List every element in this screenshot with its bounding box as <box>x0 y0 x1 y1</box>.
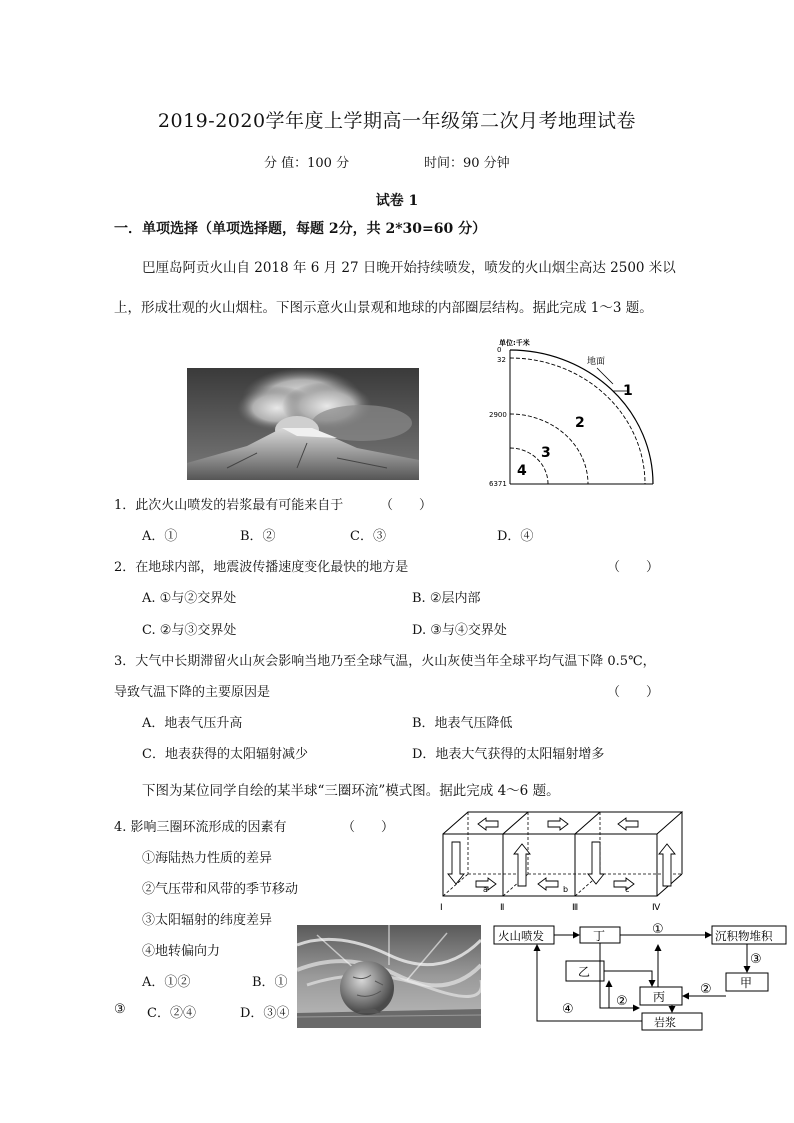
q4-paren: （ ） <box>342 820 395 835</box>
earth-layer-diagram <box>485 336 660 488</box>
q3-stem-1: 3．大气中长期滞留火山灰会影响当地乃至全球气温，火山灰使当年全球平均气温下降 0.5℃， <box>114 654 656 669</box>
q4-option-c: C．②④ <box>147 1006 196 1021</box>
cell-a-label: a <box>483 885 488 894</box>
q4-option-b: B．① <box>252 975 288 990</box>
label-ding: 丁 <box>593 929 606 943</box>
tick-6371: 6371 <box>489 480 507 488</box>
label-magma: 岩浆 <box>654 1016 676 1029</box>
q3-stem-2: 导致气温下降的主要原因是 <box>114 685 271 700</box>
label-volcano: 火山喷发 <box>498 929 544 943</box>
unit-label: 单位:千米 <box>499 339 530 347</box>
q2-option-b: B. ②层内部 <box>412 591 481 606</box>
q4-option-d: D．③④ <box>240 1006 290 1021</box>
q4-item-2: ②气压带和风带的季节移动 <box>142 882 299 897</box>
lat-4: Ⅳ <box>652 903 661 913</box>
num-3: ③ <box>750 952 762 967</box>
page-title: 2019-2020学年度上学期高一年级第二次月考地理试卷 <box>157 110 637 132</box>
rock-cycle-diagram <box>492 921 792 1033</box>
label-bing: 丙 <box>653 990 666 1004</box>
score-info: 分 值：100 分 <box>264 156 350 171</box>
intro-2: 下图为某位同学自绘的某半球“三圈环流”模式图。据此完成 4～6 题。 <box>142 783 560 799</box>
q2-option-d: D. ③与④交界处 <box>412 623 507 638</box>
volcano-photo <box>187 368 419 480</box>
rock-photo <box>297 925 481 1028</box>
q3-option-a: A．地表气压升高 <box>142 716 243 731</box>
q1-stem: 1．此次火山喷发的岩浆最有可能来自于 <box>114 498 344 513</box>
q2-paren: （ ） <box>607 560 660 575</box>
q1-paren: （ ） <box>380 498 433 513</box>
surface-label: 地面 <box>587 357 606 367</box>
label-jia: 甲 <box>740 976 753 990</box>
q3-option-c: C．地表获得的太阳辐射减少 <box>142 747 308 762</box>
layer-4: 4 <box>517 463 527 479</box>
label-sediment: 沉积物堆积 <box>715 929 773 943</box>
q4-item-4: ④地转偏向力 <box>142 944 221 959</box>
tick-32: 32 <box>497 356 506 364</box>
q3-option-d: D．地表大气获得的太阳辐射增多 <box>412 747 605 762</box>
cell-c-label: c <box>625 885 630 894</box>
cell-b-label: b <box>563 885 569 894</box>
q2-option-a: A. ①与②交界处 <box>142 591 237 606</box>
time-info: 时间：90 分钟 <box>424 156 510 171</box>
lat-1: Ⅰ <box>440 903 443 913</box>
q1-option-c: C．③ <box>350 529 386 544</box>
num-2a: ② <box>616 994 628 1009</box>
q4-item-1: ①海陆热力性质的差异 <box>142 851 273 866</box>
num-2b: ② <box>700 982 712 997</box>
q2-stem: 2．在地球内部，地震波传播速度变化最快的地方是 <box>114 560 409 575</box>
layer-2: 2 <box>575 415 585 431</box>
lat-3: Ⅲ <box>572 903 579 913</box>
q2-option-c: C. ②与③交界处 <box>142 623 237 638</box>
q1-option-b: B．② <box>240 529 276 544</box>
lat-2: Ⅱ <box>500 903 505 913</box>
num-4: ④ <box>562 1002 574 1017</box>
q1-option-a: A．① <box>142 529 178 544</box>
q4-option-a: A．①② <box>142 975 191 990</box>
q3-option-b: B．地表气压降低 <box>412 716 513 731</box>
intro-line-1: 巴厘岛阿贡火山自 2018 年 6 月 27 日晚开始持续喷发，喷发的火山烟尘高达 2500 米以 <box>142 260 676 276</box>
q4-item-3: ③太阳辐射的纬度差异 <box>142 913 273 928</box>
q4-stem: 4. 影响三圈环流形成的因素有 <box>114 820 287 835</box>
intro-line-2: 上，形成壮观的火山烟柱。下图示意火山景观和地球的内部圈层结构。据此完成 1～3 题。 <box>114 300 653 316</box>
label-yi: 乙 <box>578 965 591 979</box>
circulation-diagram <box>438 808 683 914</box>
num-1: ① <box>652 922 664 937</box>
q4-option-b-cont: ③ <box>114 1002 126 1017</box>
paper-label: 试卷 1 <box>375 193 419 209</box>
tick-0: 0 <box>497 346 502 354</box>
q1-option-d: D．④ <box>497 529 534 544</box>
tick-2900: 2900 <box>489 411 507 419</box>
section-heading: 一．单项选择（单项选择题，每题 2分，共 2*30=60 分） <box>114 221 487 237</box>
layer-3: 3 <box>541 445 551 461</box>
layer-1: 1 <box>623 383 633 399</box>
q3-paren: （ ） <box>607 685 660 700</box>
